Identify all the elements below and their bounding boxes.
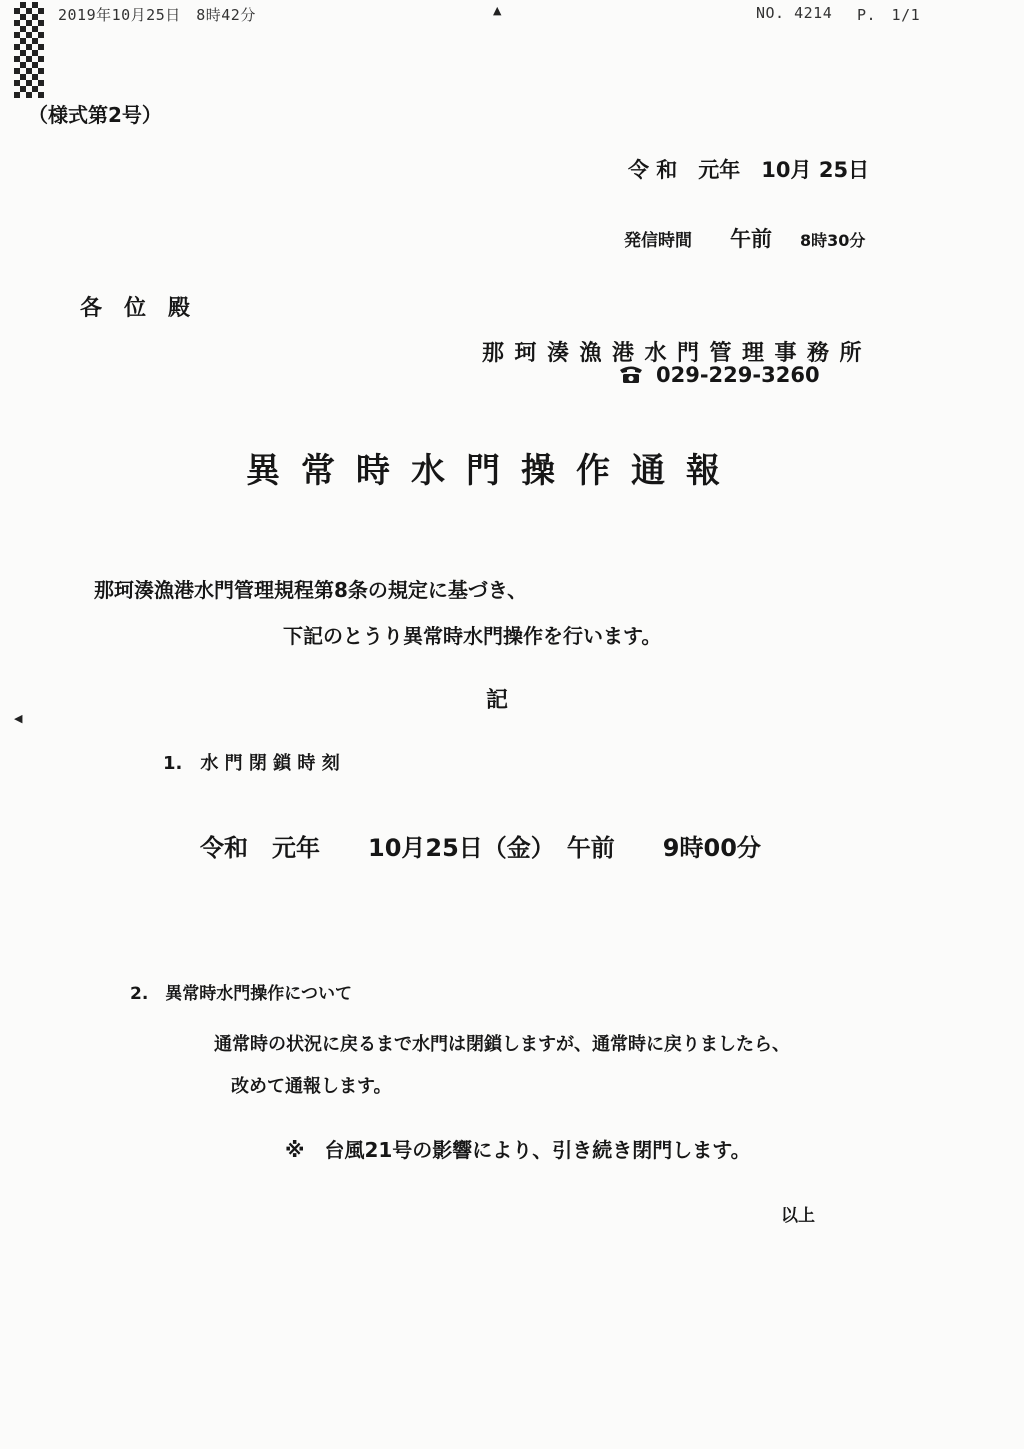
fax-datetime: 2019年10月25日 8時42分	[58, 6, 256, 24]
section-2-heading: 2. 異常時水門操作について	[130, 984, 352, 1004]
closing-mark: 以上	[781, 1206, 815, 1226]
sender-office: 那珂湊漁港水門管理事務所	[482, 341, 873, 366]
sender-phone: 029-229-3260	[656, 363, 820, 387]
section-2-body-line-1: 通常時の状況に戻るまで水門は閉鎖しますが、通常時に戻りましたら、	[214, 1034, 790, 1055]
intro-line-2: 下記のとうり異常時水門操作を行います。	[283, 624, 662, 648]
arrow-left-icon: ◀	[14, 712, 23, 725]
ki-mark: 記	[486, 688, 509, 713]
arrow-up-icon: ▲	[493, 4, 502, 17]
send-time-value: 8時30分	[800, 231, 866, 250]
typhoon-note: ※ 台風21号の影響により、引き続き閉門します。	[285, 1138, 751, 1162]
addressee: 各 位 殿	[80, 296, 191, 321]
telephone-icon	[618, 364, 644, 388]
fax-marker	[14, 2, 44, 98]
section-2-body-line-2: 改めて通報します。	[231, 1076, 392, 1097]
form-label: （様式第2号）	[28, 103, 162, 127]
gate-close-time: 令和 元年 10月25日（金） 午前 9時00分	[200, 834, 761, 862]
fax-page: P. 1/1	[857, 6, 921, 24]
intro-line-1: 那珂湊漁港水門管理規程第8条の規定に基づき、	[94, 578, 528, 602]
section-1-heading: 1. 水 門 閉 鎖 時 刻	[163, 753, 340, 774]
issue-date: 令 和 元年 10月 25日	[628, 158, 870, 182]
fax-number: NO. 4214	[756, 4, 833, 22]
document-title: 異常時水門操作通報	[246, 451, 741, 491]
send-time-ampm: 午前	[730, 227, 772, 251]
send-time-label: 発信時間	[624, 231, 692, 251]
